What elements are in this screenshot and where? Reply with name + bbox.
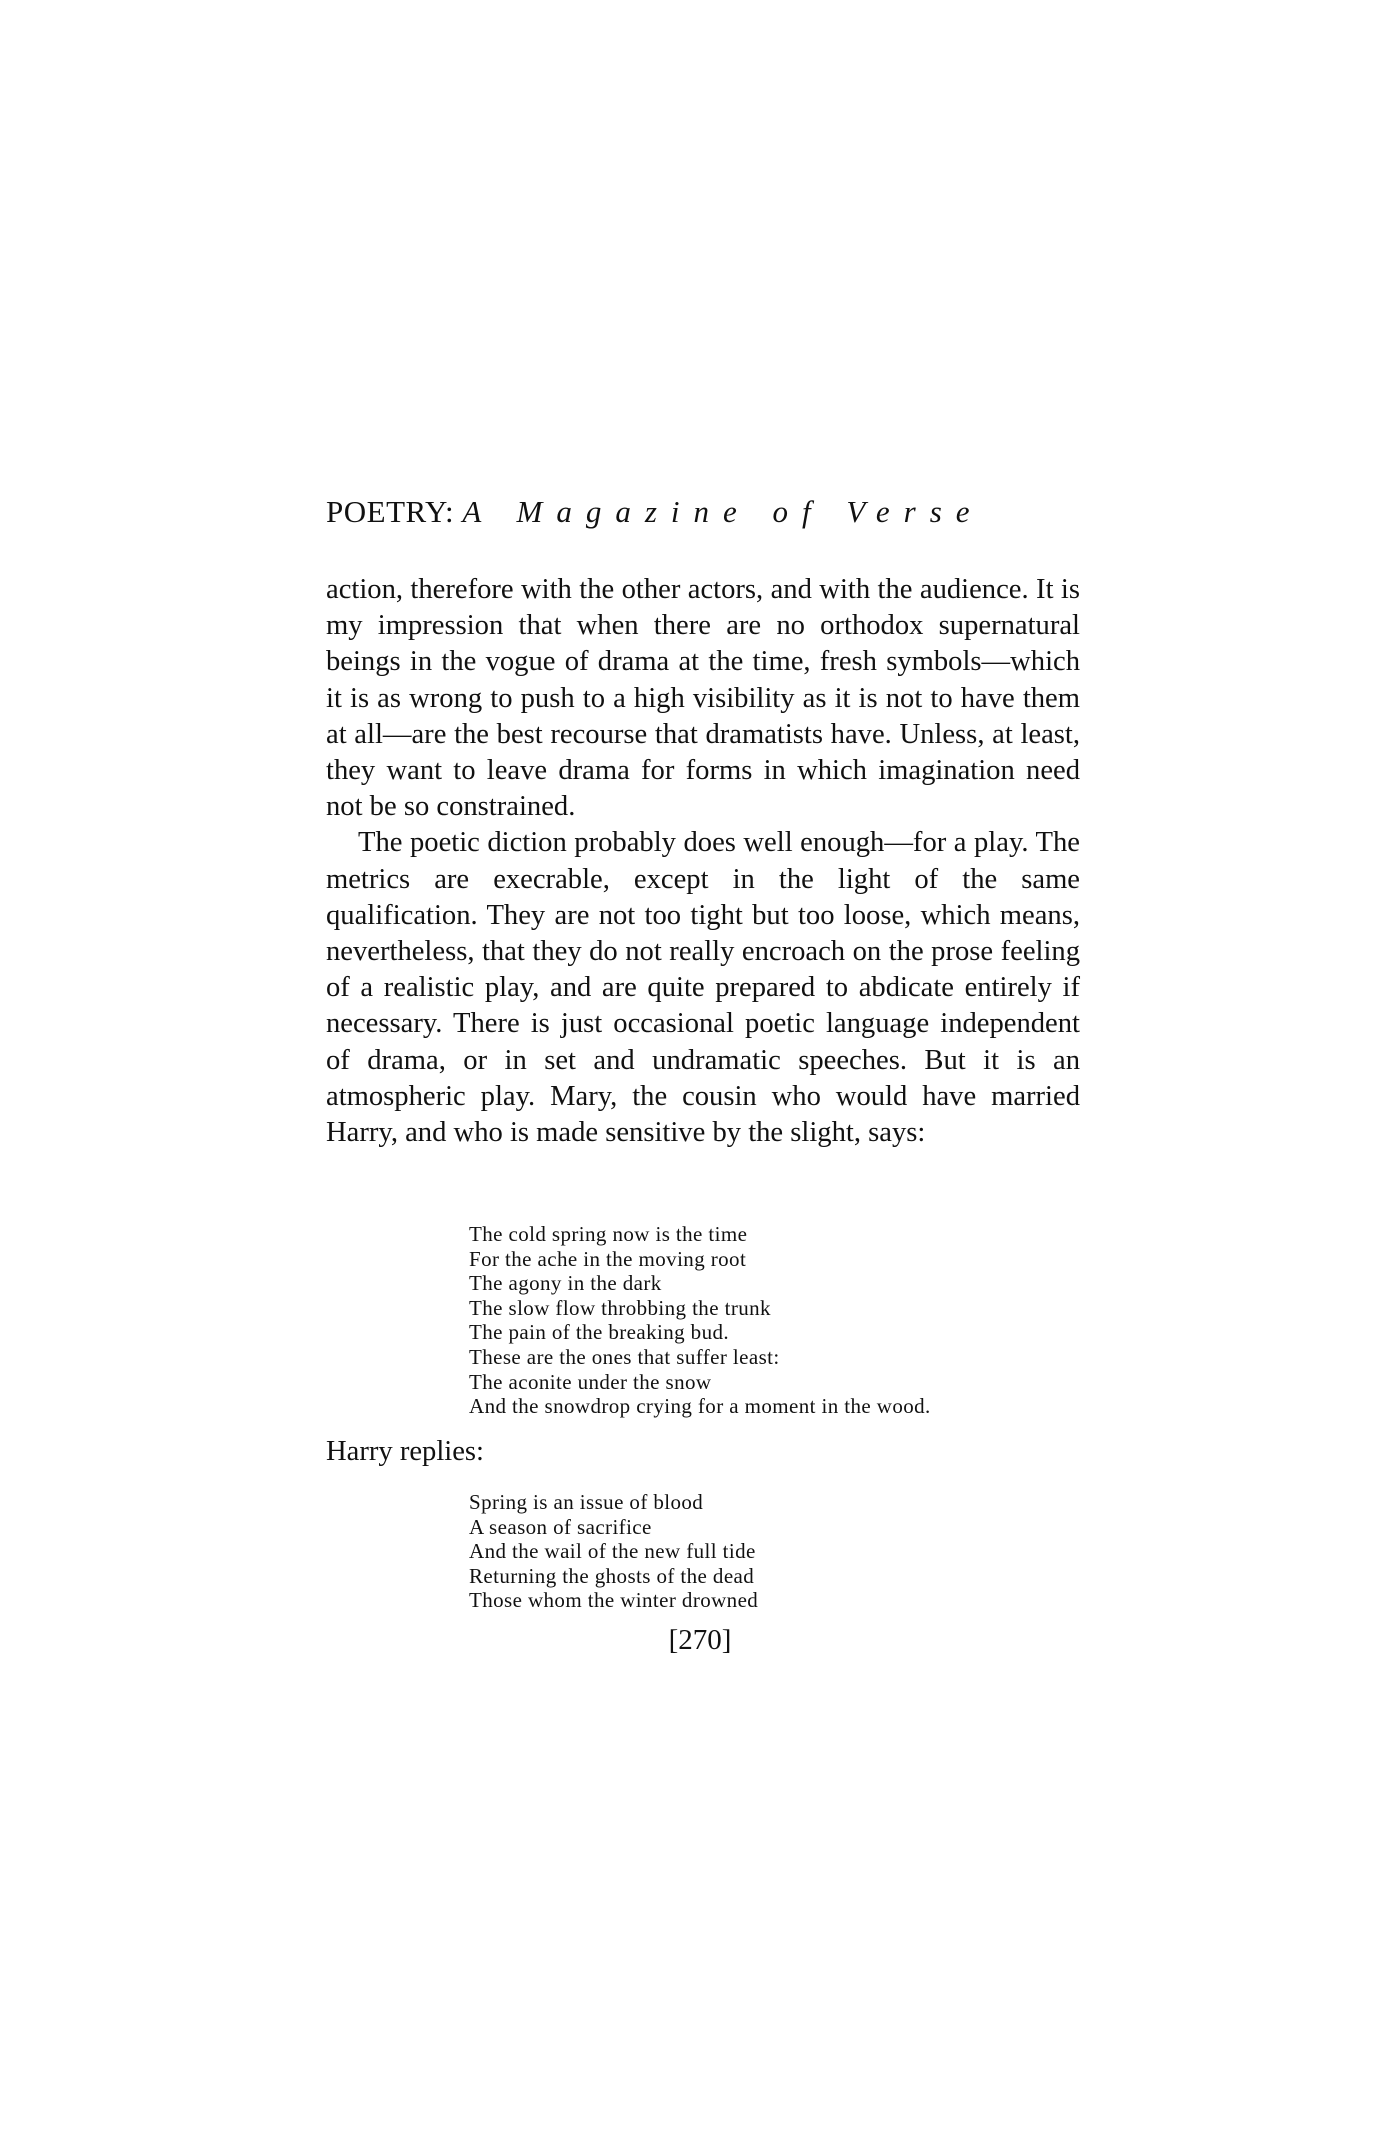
verse-line: The slow flow throbbing the trunk [469, 1295, 771, 1320]
verse-line: The pain of the breaking bud. [469, 1320, 730, 1345]
verse-line: And the snowdrop crying for a moment in the wood. [469, 1394, 931, 1419]
verse-line: Returning the ghosts of the dead [469, 1563, 755, 1588]
verse-quote-mary [469, 1222, 1119, 1419]
verse-line: These are the ones that suffer least: [469, 1344, 780, 1369]
verse-line: Those whom the winter drowned [469, 1588, 759, 1613]
paragraph: The poetic diction probably does well enough—for a play. The metrics are execrable, except in the light of the same qualification. They are not too tight but too loose, which means, nevertheless, that they do not really encroach on the prose feeling of a realistic play, and are quite prepared to abdicate entirely if necessary. There is just occasional poetic language independent of drama, or in set and undramatic speeches. But it is an atmospheric play. Mary, the cousin who would have married Harry, and who is made sensitive by the slight, says: [326, 827, 1080, 1149]
verse-line: For the ache in the moving root [469, 1246, 747, 1271]
journal-title: POETRY: [326, 494, 455, 529]
verse-line: Spring is an issue of blood [469, 1490, 704, 1514]
page-number: [270] [668, 1624, 732, 1656]
paragraph: action, therefore with the other actors, and with the audience. It is my impression that when there are no orthodox supernatural beings in the vogue of drama at the time, fresh symbols—which it is as wrong to push to a high visibility as it is not to have them at all—are the best recourse that dramatists have. Unless, at least, they want to leave drama for forms in which imagination need not be so constrained. [326, 574, 1080, 823]
verse-line: The aconite under the snow [469, 1369, 712, 1394]
journal-subtitle: A Magazine of Verse [462, 494, 984, 529]
running-header [326, 492, 1086, 532]
verse-line: The cold spring now is the time [469, 1222, 748, 1246]
verse-line: A season of sacrifice [469, 1514, 652, 1539]
verse-line: And the wail of the new full tide [469, 1539, 756, 1564]
article-body [326, 572, 1080, 1151]
verse-quote-harry [469, 1490, 1119, 1613]
speaker-line: Harry replies: [326, 1436, 484, 1467]
verse-line: The agony in the dark [469, 1271, 662, 1296]
